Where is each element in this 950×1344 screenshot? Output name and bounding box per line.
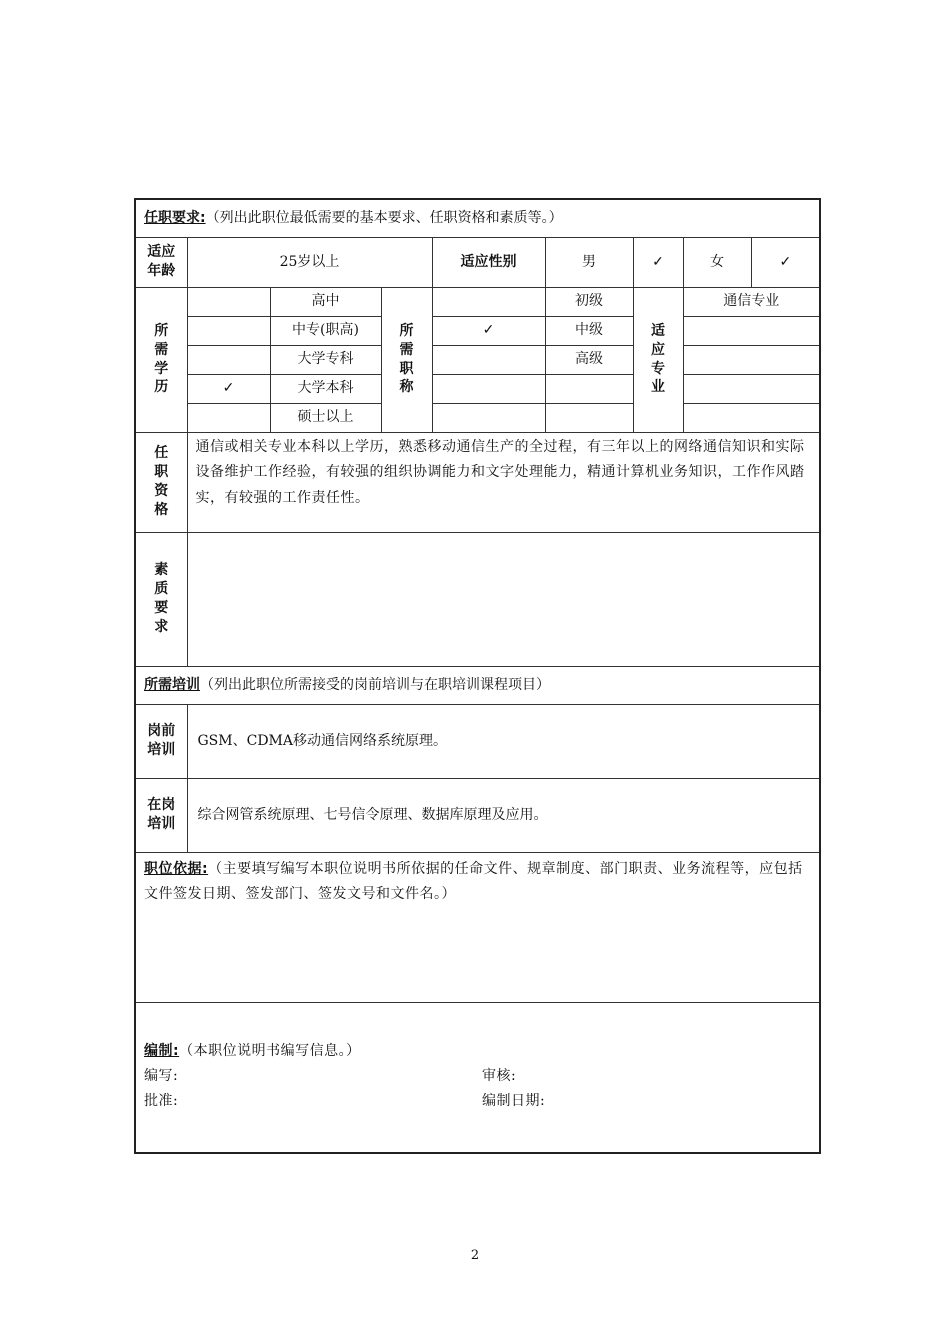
age-gender-row xyxy=(135,237,820,287)
major-label: 适 应 专 业 xyxy=(633,287,683,432)
education-check[interactable] xyxy=(187,345,270,374)
education-check[interactable]: ✓ xyxy=(187,374,270,403)
title-check[interactable] xyxy=(432,345,545,374)
basis-title: 职位依据: xyxy=(144,860,209,877)
education-check[interactable] xyxy=(187,287,270,316)
major-item xyxy=(683,403,820,432)
page-number: 2 xyxy=(470,1248,480,1263)
requirements-note: （列出此职位最低需要的基本要求、任职资格和素质等。） xyxy=(205,209,563,226)
pre-training-text: GSM、CDMA移动通信网络系统原理。 xyxy=(187,704,820,778)
on-training-label: 在岗 培训 xyxy=(135,778,187,852)
title-level: 高级 xyxy=(545,345,633,374)
major-item: 通信专业 xyxy=(683,287,820,316)
training-title: 所需培训 xyxy=(144,676,200,693)
title-check[interactable] xyxy=(432,374,545,403)
compile-title: 编制: xyxy=(144,1042,180,1059)
training-note: （列出此职位所需接受的岗前培训与在职培训课程项目） xyxy=(200,676,550,693)
education-check[interactable] xyxy=(187,403,270,432)
education-level: 大学专科 xyxy=(270,345,381,374)
title-check[interactable] xyxy=(432,403,545,432)
gender-male-check[interactable]: ✓ xyxy=(633,237,683,287)
on-training-text: 综合网管系统原理、七号信令原理、数据库原理及应用。 xyxy=(187,778,820,852)
title-level xyxy=(545,403,633,432)
training-header xyxy=(135,666,820,704)
title-level: 初级 xyxy=(545,287,633,316)
title-level: 中级 xyxy=(545,316,633,345)
education-check[interactable] xyxy=(187,316,270,345)
quality-text[interactable] xyxy=(187,532,820,666)
education-level: 中专(职高) xyxy=(270,316,381,345)
quality-label: 素 质 要 求 xyxy=(135,532,187,666)
pre-training-label: 岗前 培训 xyxy=(135,704,187,778)
education-level: 高中 xyxy=(270,287,381,316)
major-item xyxy=(683,316,820,345)
qualification-text: 通信或相关专业本科以上学历，熟悉移动通信生产的全过程，有三年以上的网络通信知识和实际设备维护工作经验，有较强的组织协调能力和文字处理能力，精通计算机业务知识，工作作风踏实，有较强的工作责任性。 xyxy=(187,432,820,532)
major-item xyxy=(683,374,820,403)
requirements-header-row xyxy=(135,199,820,237)
basis-note: （主要填写编写本职位说明书所依据的任命文件、规章制度、部门职责、业务流程等，应包括文件签发日期、签发部门、签发文号和文件名。） xyxy=(144,860,803,903)
gender-label: 适应性别 xyxy=(432,237,545,287)
requirements-header xyxy=(135,199,820,237)
grid-row-2 xyxy=(135,316,820,345)
requirements-title: 任职要求: xyxy=(144,209,206,226)
education-label: 所 需 学 历 xyxy=(135,287,187,432)
training-header-row xyxy=(135,666,820,704)
reviewer-field[interactable]: 审核: xyxy=(482,1067,517,1084)
compile-sign-row-2 xyxy=(144,1089,811,1114)
gender-male-label: 男 xyxy=(545,237,633,287)
compile-header xyxy=(144,1039,811,1064)
grid-row-5 xyxy=(135,403,820,432)
qualification-label: 任 职 资 格 xyxy=(135,432,187,532)
compile-row xyxy=(135,1002,820,1153)
job-description-table xyxy=(134,198,821,1154)
compile-sign-row-1 xyxy=(144,1064,811,1089)
age-label: 适应 年龄 xyxy=(135,237,187,287)
title-label: 所 需 职 称 xyxy=(381,287,432,432)
basis-cell xyxy=(135,852,820,1002)
grid-row-3 xyxy=(135,345,820,374)
age-value: 25岁以上 xyxy=(187,237,432,287)
approver-field[interactable]: 批准: xyxy=(144,1092,179,1109)
gender-female-label: 女 xyxy=(683,237,751,287)
compile-cell xyxy=(135,1002,820,1153)
basis-row xyxy=(135,852,820,1002)
education-level: 大学本科 xyxy=(270,374,381,403)
writer-field[interactable]: 编写: xyxy=(144,1067,179,1084)
title-check[interactable] xyxy=(432,287,545,316)
title-check[interactable]: ✓ xyxy=(432,316,545,345)
date-field[interactable]: 编制日期: xyxy=(482,1092,546,1109)
on-training-row xyxy=(135,778,820,852)
title-level xyxy=(545,374,633,403)
pre-training-row xyxy=(135,704,820,778)
quality-row xyxy=(135,532,820,666)
qualification-row xyxy=(135,432,820,532)
compile-note: （本职位说明书编写信息。） xyxy=(179,1042,361,1059)
major-item xyxy=(683,345,820,374)
gender-female-check[interactable]: ✓ xyxy=(751,237,820,287)
grid-row-4 xyxy=(135,374,820,403)
education-level: 硕士以上 xyxy=(270,403,381,432)
grid-row-1 xyxy=(135,287,820,316)
